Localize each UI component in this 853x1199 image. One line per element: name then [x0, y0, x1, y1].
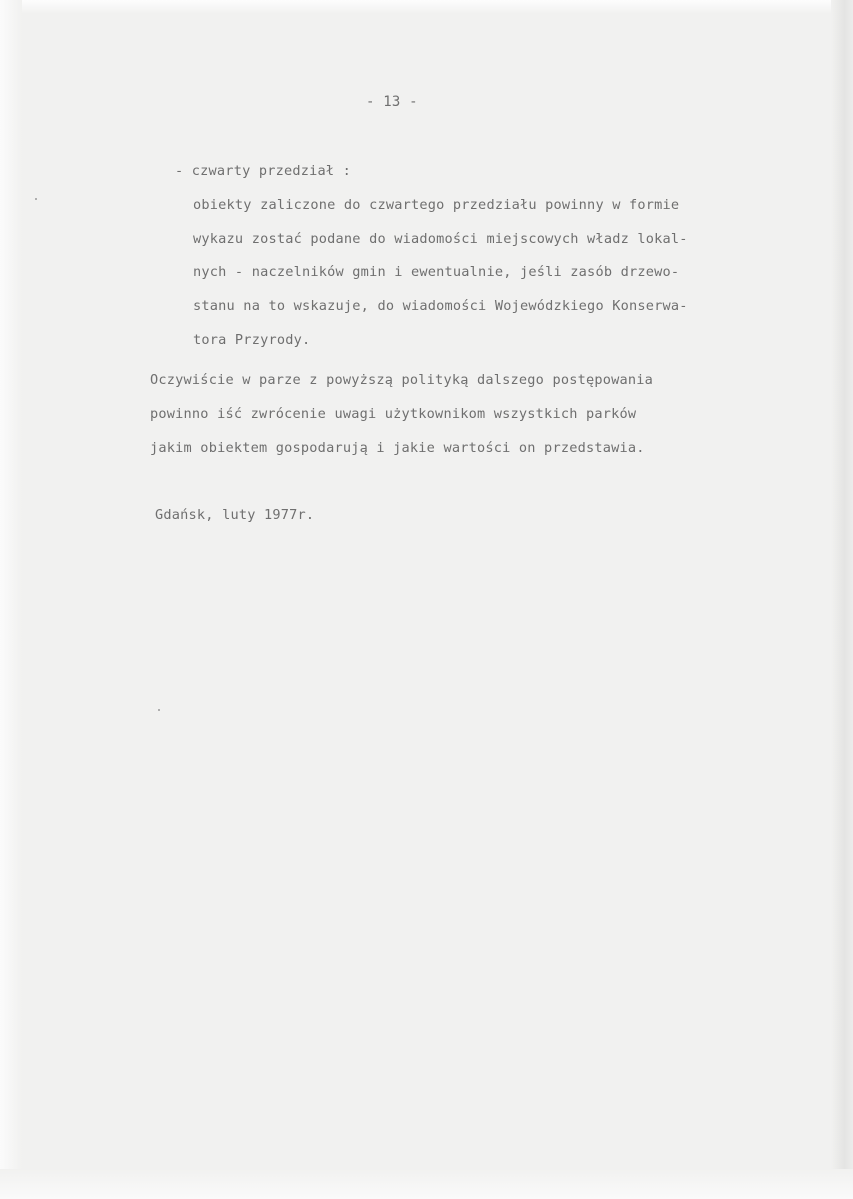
paragraph-line: jakim obiektem gospodarują i jakie wartości on przedstawia.	[150, 440, 645, 456]
section-line: wykazu zostać podane do wiadomości miejscowych władz lokal-	[193, 231, 688, 247]
place-date-signature: Gdańsk, luty 1977r.	[155, 507, 315, 523]
scan-edge-bottom	[0, 1169, 853, 1199]
section-line: tora Przyrody.	[193, 332, 311, 348]
page-number: - 13 -	[366, 94, 418, 110]
section-line: stanu na to wskazuje, do wiadomości Wojewódzkiego Konserwa-	[193, 298, 688, 314]
scan-edge-right	[831, 0, 853, 1199]
scan-speck	[158, 709, 160, 711]
scan-edge-left	[0, 0, 22, 1199]
section-heading: - czwarty przedział :	[175, 163, 352, 179]
section-line: nych - naczelników gmin i ewentualnie, jeśli zasób drzewo-	[193, 264, 680, 280]
scan-edge-top	[0, 0, 853, 14]
paragraph-line: Oczywiście w parze z powyższą polityką dalszego postępowania	[150, 372, 654, 388]
section-line: obiekty zaliczone do czwartego przedziału powinny w formie	[193, 197, 680, 213]
paragraph-line: powinno iść zwrócenie uwagi użytkownikom wszystkich parków	[150, 406, 637, 422]
scan-speck	[35, 198, 37, 200]
